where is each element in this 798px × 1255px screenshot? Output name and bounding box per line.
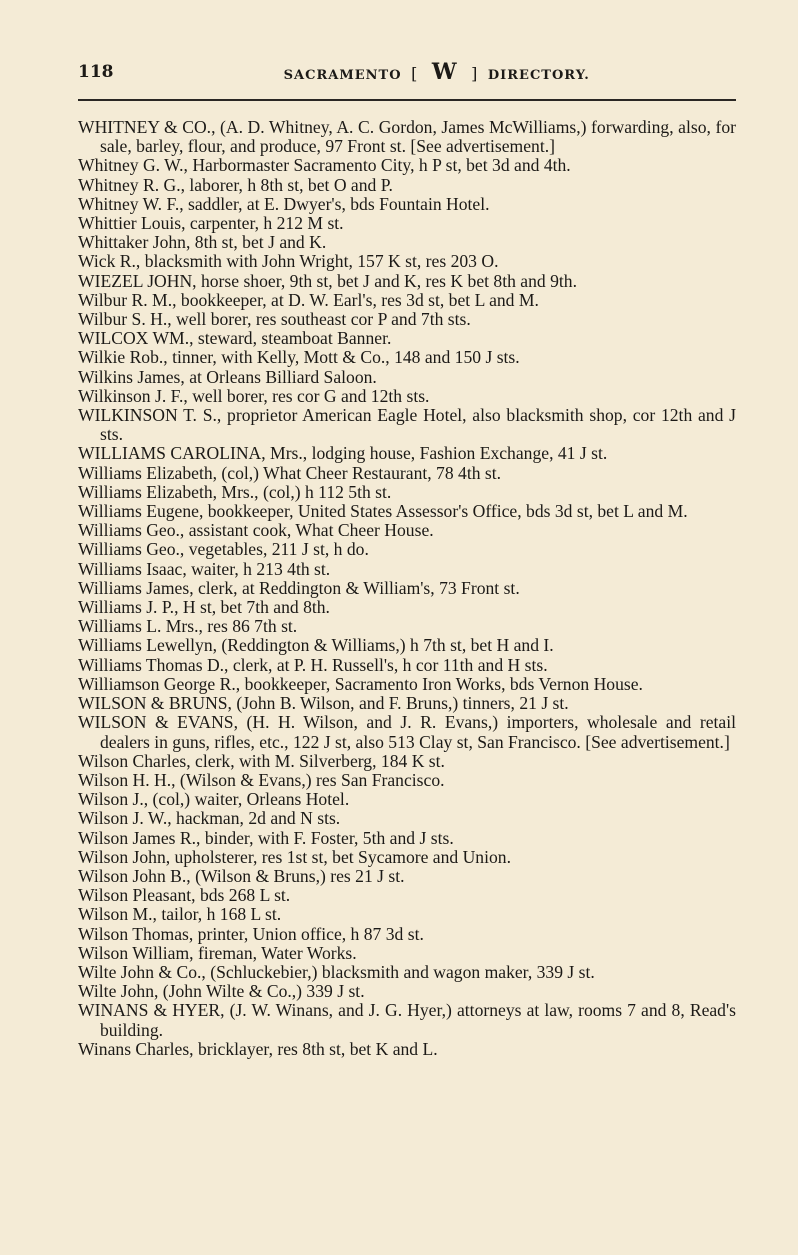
directory-entry: Wilson M., tailor, h 168 L st. (78, 904, 282, 925)
directory-entry: Williams Eugene, bookkeeper, United States Assessor's Office, bds 3d st, bet L and M. (78, 501, 688, 522)
directory-entry: Williams Geo., vegetables, 211 J st, h do. (78, 539, 369, 560)
directory-entry: Wick R., blacksmith with John Wright, 157 K st, res 203 O. (78, 251, 499, 272)
bracket-close: ] (471, 64, 479, 83)
directory-entry: Wilson John B., (Wilson & Bruns,) res 21 J st. (78, 865, 405, 886)
directory-entry: Wilson Charles, clerk, with M. Silverberg, 184 K st. (78, 750, 445, 771)
directory-entry: Williams Elizabeth, Mrs., (col,) h 112 5th st. (78, 481, 392, 502)
running-head (114, 59, 737, 85)
directory-entry: Wilson Pleasant, bds 268 L st. (78, 885, 291, 906)
directory-entry: WILSON & EVANS, (H. H. Wilson, and J. R. Evans,) importers, wholesale and retail dealers in guns, rifles, etc., 122 J st, also 513 Clay st, San Francisco. [See advertisement.] (78, 712, 736, 752)
directory-entry: Williams Lewellyn, (Reddington & Williams,) h 7th st, bet H and I. (78, 635, 554, 656)
running-head-section: DIRECTORY. (487, 68, 590, 83)
directory-entry: WILLIAMS CAROLINA, Mrs., lodging house, Fashion Exchange, 41 J st. (78, 443, 608, 464)
page-header (78, 58, 736, 86)
directory-entry: WILSON & BRUNS, (John B. Wilson, and F. Bruns,) tinners, 21 J st. (78, 693, 569, 714)
directory-entry: Wilson James R., binder, with F. Foster, 5th and J sts. (78, 827, 454, 848)
directory-entry: Wilson J. W., hackman, 2d and N sts. (78, 808, 341, 829)
directory-entry: Wilkinson J. F., well borer, res cor G and 12th sts. (78, 385, 430, 406)
directory-entry: Whitney G. W., Harbormaster Sacramento City, h P st, bet 3d and 4th. (78, 155, 571, 176)
directory-entry: Whittaker John, 8th st, bet J and K. (78, 232, 327, 253)
directory-entry: WINANS & HYER, (J. W. Winans, and J. G. Hyer,) attorneys at law, rooms 7 and 8, Read's building. (78, 1000, 736, 1040)
running-head-city: SACRAMENTO (283, 68, 402, 83)
directory-entry: Williams Geo., assistant cook, What Cheer House. (78, 520, 434, 541)
directory-entry: Williams L. Mrs., res 86 7th st. (78, 616, 298, 637)
directory-entry: Winans Charles, bricklayer, res 8th st, bet K and L. (78, 1038, 438, 1059)
directory-entry: Whitney R. G., laborer, h 8th st, bet O and P. (78, 174, 393, 195)
directory-entry: Wilte John & Co., (Schluckebier,) blacksmith and wagon maker, 339 J st. (78, 961, 595, 982)
directory-entry: Wilson John, upholsterer, res 1st st, bet Sycamore and Union. (78, 846, 511, 867)
directory-entry: Wilson J., (col,) waiter, Orleans Hotel. (78, 789, 350, 810)
directory-entry: Wilson William, fireman, Water Works. (78, 942, 357, 963)
directory-entry: Williams Elizabeth, (col,) What Cheer Restaurant, 78 4th st. (78, 462, 502, 483)
directory-entry: Williams Thomas D., clerk, at P. H. Russell's, h cor 11th and H sts. (78, 654, 548, 675)
directory-entry: Wilkins James, at Orleans Billiard Saloon. (78, 366, 377, 387)
directory-entry: Wilson H. H., (Wilson & Evans,) res San Francisco. (78, 769, 445, 790)
directory-entry: Whitney W. F., saddler, at E. Dwyer's, bds Fountain Hotel. (78, 193, 490, 214)
directory-entry: WIEZEL JOHN, horse shoer, 9th st, bet J and K, res K bet 8th and 9th. (78, 270, 577, 291)
section-letter: W (431, 59, 458, 85)
header-rule (78, 99, 736, 101)
directory-entry: Williams James, clerk, at Reddington & William's, 73 Front st. (78, 577, 520, 598)
page-number: 118 (78, 62, 114, 82)
directory-entry: Williamson George R., bookkeeper, Sacramento Iron Works, bds Vernon House. (78, 673, 643, 694)
directory-entry: WILKINSON T. S., proprietor American Eagle Hotel, also blacksmith shop, cor 12th and J sts. (78, 405, 736, 445)
directory-entries (78, 118, 736, 1059)
directory-entry: Wilson Thomas, printer, Union office, h 87 3d st. (78, 923, 424, 944)
bracket-open: [ (411, 64, 419, 83)
directory-entry: Whittier Louis, carpenter, h 212 M st. (78, 213, 344, 234)
directory-entry: Wilbur R. M., bookkeeper, at D. W. Earl's, res 3d st, bet L and M. (78, 289, 539, 310)
directory-entry: WHITNEY & CO., (A. D. Whitney, A. C. Gordon, James McWilliams,) forwarding, also, for sale, barley, flour, and produce, 97 Front st. [See advertisement.] (78, 117, 736, 157)
directory-entry: Williams J. P., H st, bet 7th and 8th. (78, 597, 330, 618)
directory-entry: WILCOX WM., steward, steamboat Banner. (78, 328, 392, 349)
directory-entry: Wilbur S. H., well borer, res southeast cor P and 7th sts. (78, 309, 471, 330)
directory-entry: Wilkie Rob., tinner, with Kelly, Mott & Co., 148 and 150 J sts. (78, 347, 520, 368)
directory-entry: Williams Isaac, waiter, h 213 4th st. (78, 558, 331, 579)
directory-entry: Wilte John, (John Wilte & Co.,) 339 J st. (78, 981, 365, 1002)
